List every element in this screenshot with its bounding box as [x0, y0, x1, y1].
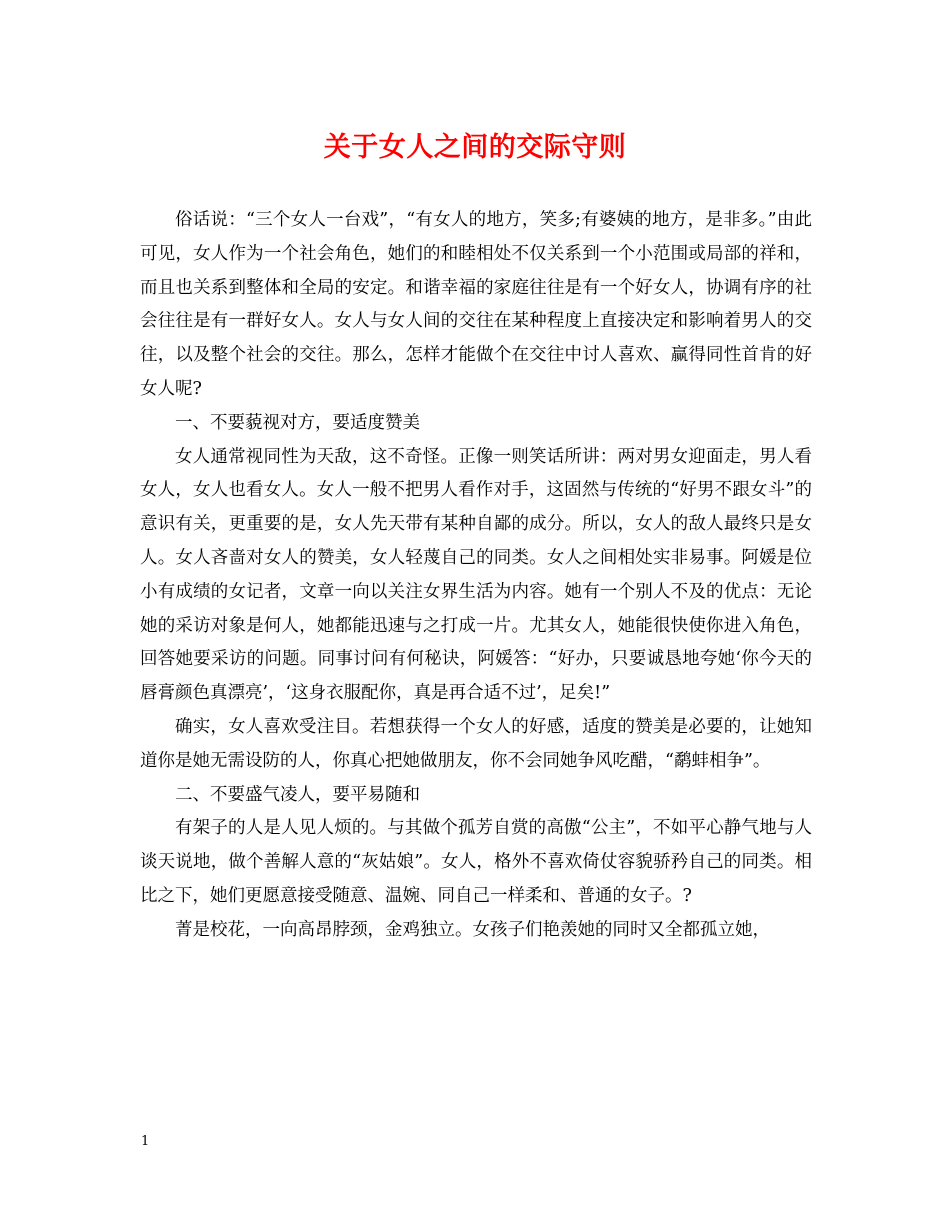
paragraph-intro: 俗话说：“三个女人一台戏”，“有女人的地方，笑多;有婆姨的地方，是非多。”由此可见，女人作为一个社会角色，她们的和睦相处不仅关系到一个小范围或局部的祥和，而且也关系到整体和全局的安定。和谐幸福的家庭往往是有一个好女人，协调有序的社会往往是有一群好女人。女人与女人间的交往在某种程度上直接决定和影响着男人的交往，以及整个社会的交往。那么，怎样才能做个在交往中讨人喜欢、赢得同性首肯的好女人呢? — [140, 210, 812, 399]
section-heading-1: 一、不要藐视对方，要适度赞美 — [175, 412, 420, 433]
paragraph-section-2-example: 菁是校花，一向高昂脖颈，金鸡独立。女孩子们艳羡她的同时又全都孤立她， — [175, 919, 770, 940]
paragraph-section-1: 女人通常视同性为天敌，这不奇怪。正像一则笑话所讲：两对男女迎面走，男人看女人，女人也看女人。女人一般不把男人看作对手，这固然与传统的“好男不跟女斗”的意识有关，更重要的是，女人先天带有某种自鄙的成分。所以，女人的敌人最终只是女人。女人吝啬对女人的赞美，女人轻蔑自己的同类。女人之间相处实非易事。阿媛是位小有成绩的女记者，文章一向以关注女界生活为内容。她有一个别人不及的优点：无论她的采访对象是何人，她都能迅速与之打成一片。尤其女人，她能很快使你进入角色，回答她要采访的问题。同事讨问有何秘诀，阿媛答：“好办，只要诚恳地夸她‘你今天的唇膏颜色真漂亮’，‘这身衣服配你，真是再合适不过’，足矣!” — [140, 446, 812, 704]
document-title: 关于女人之间的交际守则 — [323, 132, 627, 163]
document-body — [140, 204, 812, 948]
paragraph-section-1-conclusion: 确实，女人喜欢受注目。若想获得一个女人的好感，适度的赞美是必要的，让她知道你是她无需设防的人，你真心把她做朋友，你不会同她争风吃醋，“鹬蚌相争”。 — [140, 716, 812, 771]
paragraph-section-2: 有架子的人是人见人烦的。与其做个孤芳自赏的高傲“公主”，不如平心静气地与人谈天说地，做个善解人意的“灰姑娘”。女人，格外不喜欢倚仗容貌骄矜自己的同类。相比之下，她们更愿意接受随意、温婉、同自己一样柔和、普通的女子。? — [140, 818, 812, 906]
page-number: 1 — [141, 1134, 150, 1149]
section-heading-2: 二、不要盛气凌人，要平易随和 — [175, 784, 420, 805]
